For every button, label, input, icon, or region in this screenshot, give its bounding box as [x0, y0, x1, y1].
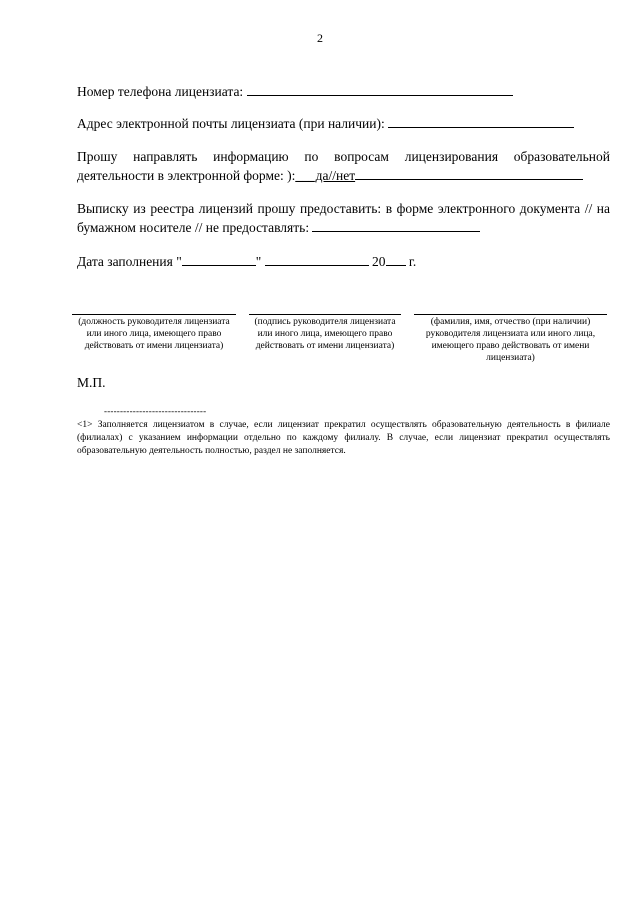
date-field — [77, 252, 610, 271]
electronic-info-value[interactable]: ___да//нет — [295, 168, 356, 183]
signature-line[interactable] — [249, 314, 401, 315]
phone-input-line[interactable] — [247, 82, 513, 96]
signature-caption: (подпись руководителя лицензиата или иного лица, имеющего право действовать от имени лицензиата) — [254, 317, 396, 351]
page-number: 2 — [317, 31, 323, 45]
extract-input-line[interactable] — [312, 218, 480, 232]
footnote-separator: -------------------------------- — [104, 406, 207, 416]
date-year-prefix: 20 — [368, 254, 386, 269]
date-label: Дата заполнения " — [77, 254, 182, 269]
footnote-text: <1> Заполняется лицензиатом в случае, если лицензиат прекратил осуществлять образовательную деятельность в филиале (филиалах) с указанием информации отдельно по каждому филиалу. В случае, если лицензиат прекратил осуществлять образовательную деятельность полностью, раздел не заполняется. — [77, 420, 610, 456]
date-year-suffix: г. — [405, 254, 417, 269]
extract-field — [77, 199, 610, 237]
date-quote: " — [255, 254, 265, 269]
date-month-line[interactable] — [265, 252, 369, 266]
position-signature-line[interactable] — [72, 314, 236, 315]
email-input-line[interactable] — [388, 114, 574, 128]
electronic-info-line[interactable] — [355, 166, 583, 180]
email-field — [77, 114, 610, 133]
email-label: Адрес электронной почты лицензиата (при наличии): — [77, 116, 389, 131]
date-day-line[interactable] — [182, 252, 256, 266]
electronic-info-text: Прошу направлять информацию по вопросам лицензирования образовательной деятельности в электронной форме: ): — [77, 149, 610, 183]
date-year-line[interactable] — [386, 252, 406, 266]
full-name-caption: (фамилия, имя, отчество (при наличии) руководителя лицензиата или иного лица, имеющего право действовать от имени лицензиата) — [425, 317, 596, 363]
phone-label: Номер телефона лицензиата: — [77, 84, 247, 99]
extract-text: Выписку из реестра лицензий прошу предоставить: в форме электронного документа // на бумажном носителе // не предоставлять: — [77, 201, 610, 235]
phone-field — [77, 82, 610, 101]
stamp-label: М.П. — [77, 375, 106, 390]
full-name-signature-line[interactable] — [414, 314, 607, 315]
electronic-info-field — [77, 147, 610, 185]
position-caption: (должность руководителя лицензиата или иного лица, имеющего право действовать от имени лицензиата) — [78, 317, 230, 351]
